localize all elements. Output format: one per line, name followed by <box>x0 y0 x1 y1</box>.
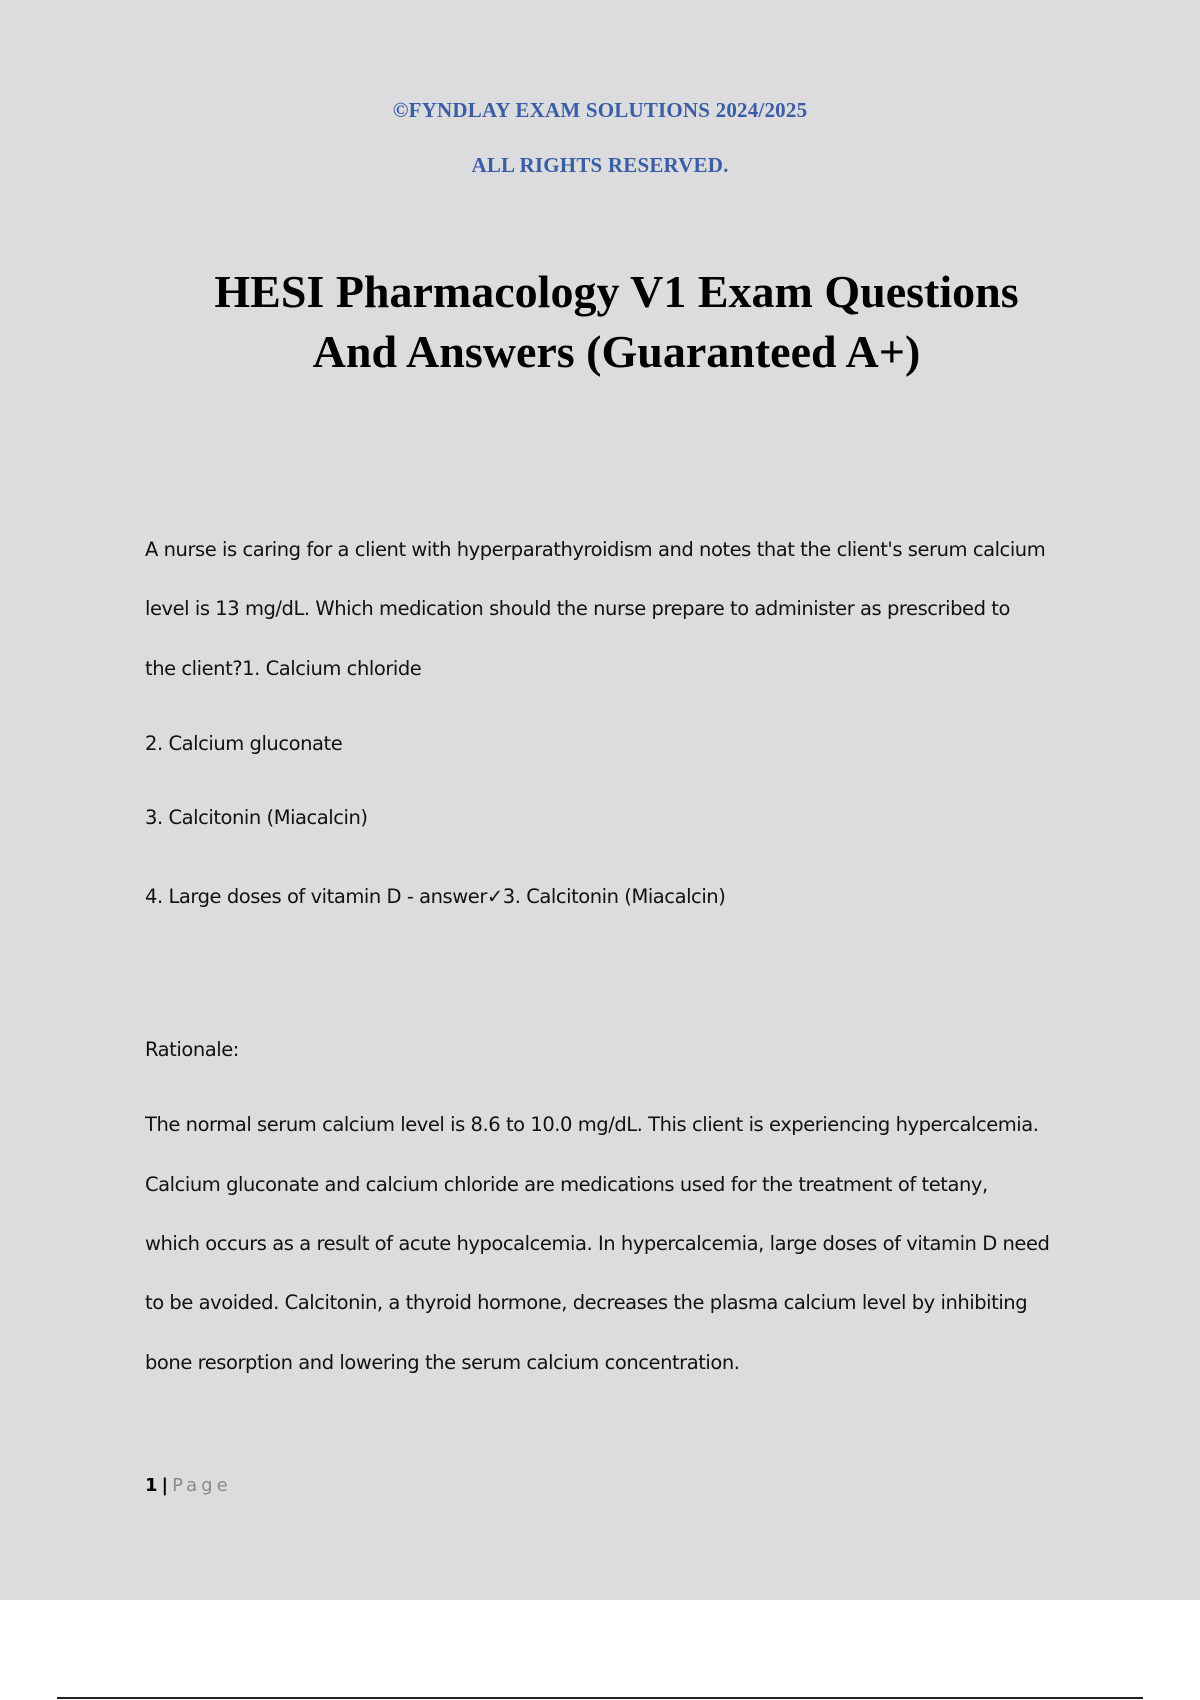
page-separator: | <box>161 1475 169 1496</box>
answer-option: 3. Calcitonin (Miacalcin) <box>145 806 368 829</box>
next-page-rule <box>57 1697 1143 1699</box>
question-line: level is 13 mg/dL. Which medication should the nurse prepare to administer as prescribed to <box>145 597 1010 620</box>
rationale-line: which occurs as a result of acute hypocalcemia. In hypercalcemia, large doses of vitamin D need <box>145 1232 1050 1255</box>
rationale-line: bone resorption and lowering the serum calcium concentration. <box>145 1351 740 1374</box>
question-line: A nurse is caring for a client with hyperparathyroidism and notes that the client's serum calcium <box>145 538 1046 561</box>
page-footer <box>145 1475 232 1496</box>
title-line-2: And Answers (Guaranteed A+) <box>312 326 921 377</box>
rights-header: ALL RIGHTS RESERVED. <box>471 153 729 177</box>
question-line: the client?1. Calcium chloride <box>145 657 422 680</box>
answer-option-with-answer: 4. Large doses of vitamin D - answer✓3. Calcitonin (Miacalcin) <box>145 885 726 908</box>
page-label: Page <box>172 1475 232 1496</box>
rationale-heading: Rationale: <box>145 1038 239 1061</box>
rationale-line: to be avoided. Calcitonin, a thyroid hormone, decreases the plasma calcium level by inhibiting <box>145 1291 1028 1314</box>
rationale-line: Calcium gluconate and calcium chloride are medications used for the treatment of tetany, <box>145 1173 988 1196</box>
answer-option: 2. Calcium gluconate <box>145 732 343 755</box>
rationale-line: The normal serum calcium level is 8.6 to 10.0 mg/dL. This client is experiencing hypercalcemia. <box>145 1113 1039 1136</box>
copyright-header: ©FYNDLAY EXAM SOLUTIONS 2024/2025 <box>392 98 808 122</box>
page-number: 1 <box>145 1475 158 1496</box>
document-title <box>100 262 1133 382</box>
title-line-1: HESI Pharmacology V1 Exam Questions <box>214 266 1019 317</box>
